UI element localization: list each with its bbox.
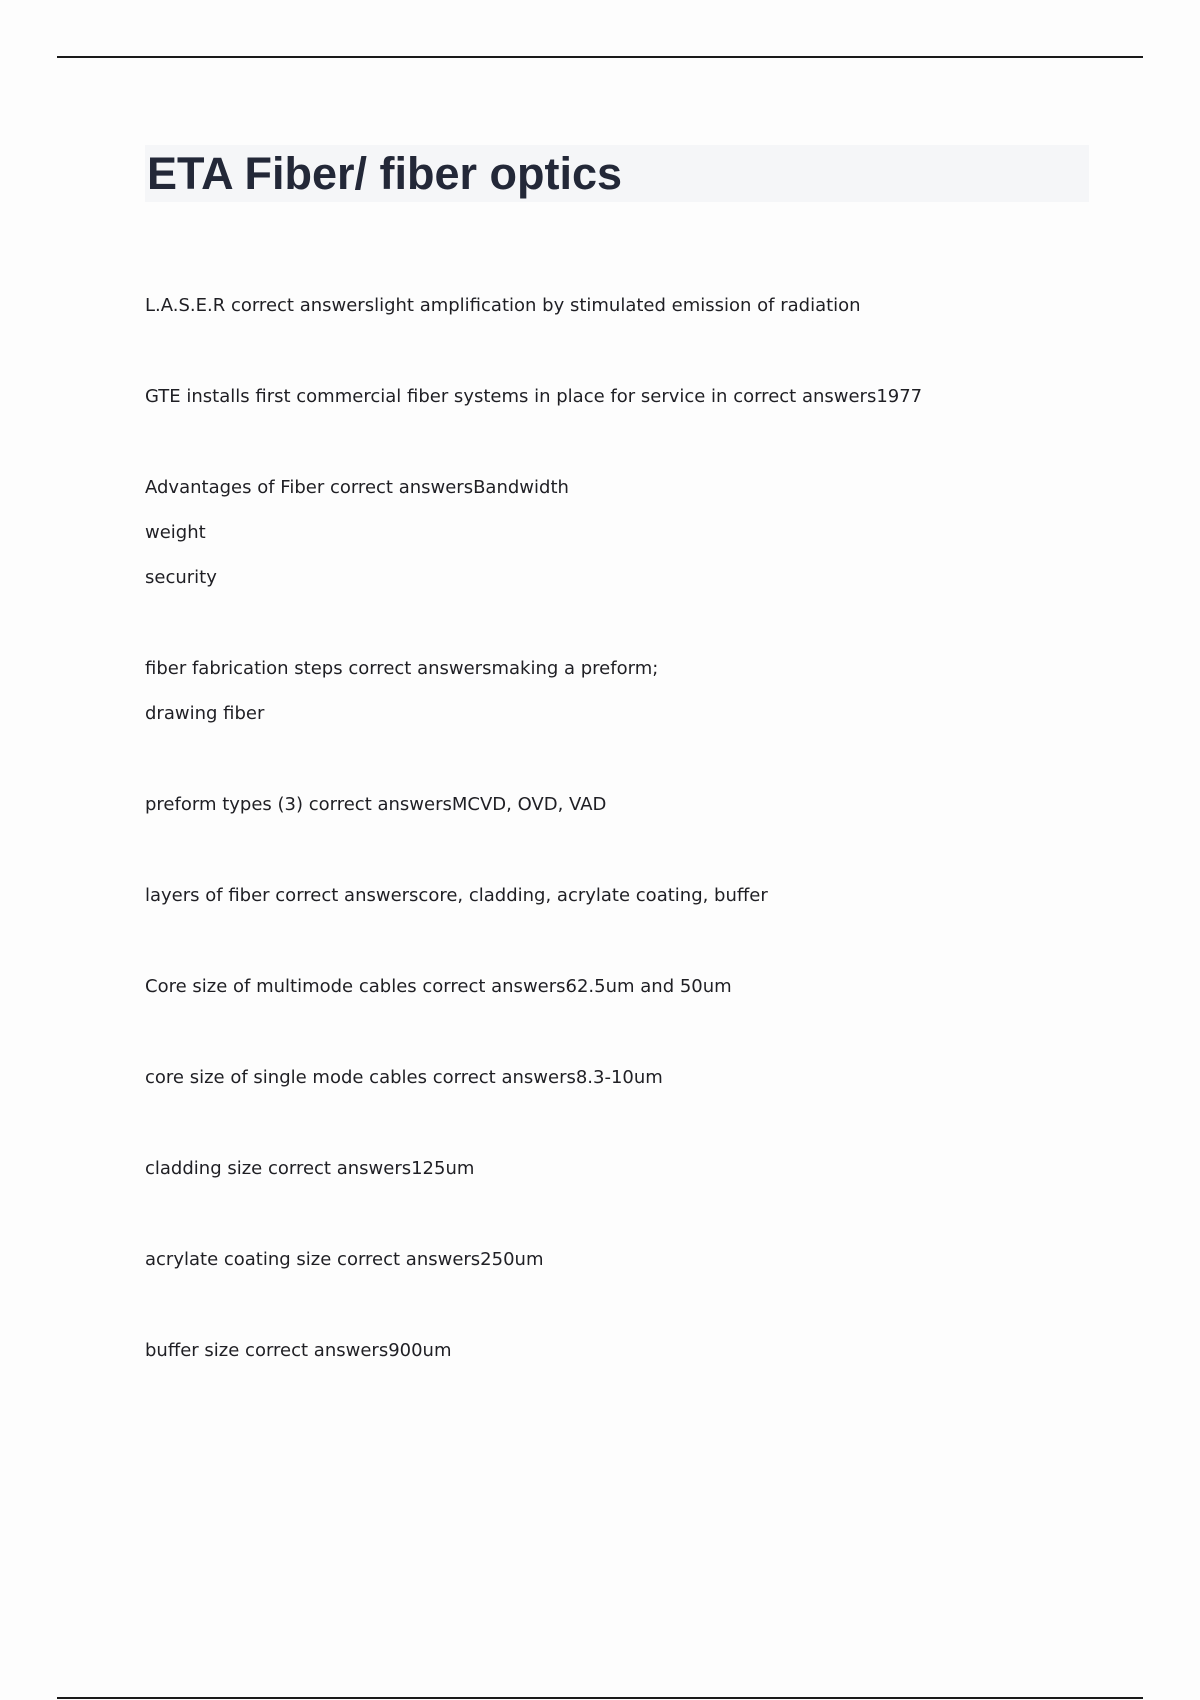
qa-line: fiber fabrication steps correct answersmaking a preform; bbox=[145, 658, 659, 679]
qa-line: buffer size correct answers900um bbox=[145, 1340, 452, 1361]
qa-line: core size of single mode cables correct answers8.3-10um bbox=[145, 1067, 663, 1088]
qa-line: cladding size correct answers125um bbox=[145, 1158, 475, 1179]
qa-line: GTE installs first commercial fiber systems in place for service in correct answers1977 bbox=[145, 386, 923, 407]
top-divider bbox=[57, 56, 1143, 58]
qa-entry-buffer bbox=[145, 1328, 452, 1373]
title-banner bbox=[145, 145, 1089, 202]
qa-line: preform types (3) correct answersMCVD, OVD, VAD bbox=[145, 794, 607, 815]
qa-line: weight bbox=[145, 522, 206, 543]
page-title: ETA Fiber/ fiber optics bbox=[147, 148, 623, 199]
qa-line: layers of fiber correct answerscore, cladding, acrylate coating, buffer bbox=[145, 885, 768, 906]
qa-entry-layers bbox=[145, 873, 768, 918]
qa-entry-cladding bbox=[145, 1146, 474, 1191]
qa-line: L.A.S.E.R correct answerslight amplification by stimulated emission of radiation bbox=[145, 295, 861, 316]
qa-line: acrylate coating size correct answers250um bbox=[145, 1249, 544, 1270]
qa-entry-acrylate bbox=[145, 1237, 543, 1282]
qa-entry-laser bbox=[145, 283, 861, 328]
qa-line: Advantages of Fiber correct answersBandwidth bbox=[145, 477, 569, 498]
qa-entry-multimode-core bbox=[145, 964, 732, 1009]
qa-entry-gte bbox=[145, 374, 922, 419]
qa-entry-singlemode-core bbox=[145, 1055, 663, 1100]
qa-line: Core size of multimode cables correct answers62.5um and 50um bbox=[145, 976, 732, 997]
qa-line: security bbox=[145, 567, 217, 588]
qa-entry-fabrication bbox=[145, 646, 658, 736]
qa-entry-preform-types bbox=[145, 782, 606, 827]
qa-line: drawing fiber bbox=[145, 703, 265, 724]
bottom-divider bbox=[57, 1697, 1143, 1699]
qa-entry-advantages bbox=[145, 465, 569, 600]
